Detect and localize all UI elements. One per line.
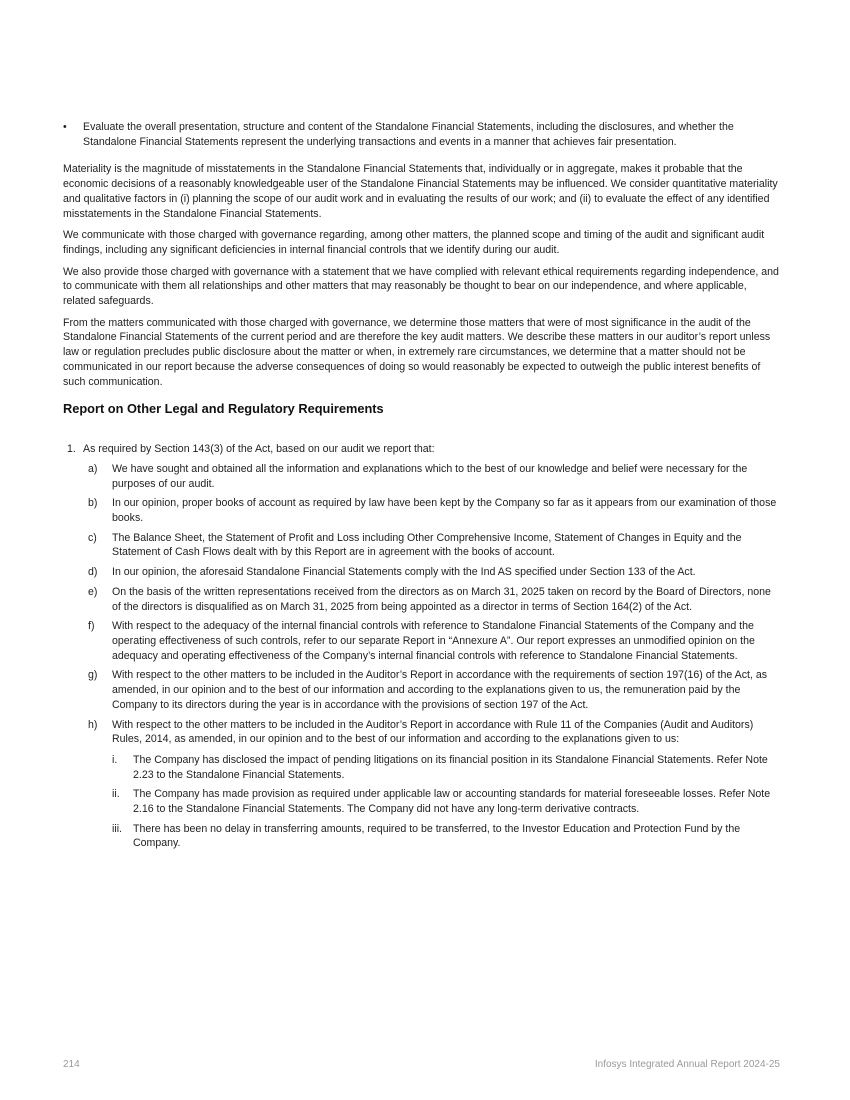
roman-item-text: The Company has disclosed the impact of pending litigations on its financial position in its Standalone Financial Statements. Refer Note 2.23 to the Standalone Financial Statements. [133, 753, 768, 781]
roman-item-mark: ii. [112, 788, 120, 801]
sub-item-g [88, 668, 780, 712]
page-number: 214 [63, 1059, 80, 1070]
sub-item-b [88, 496, 780, 525]
sub-item-mark: g) [88, 669, 98, 682]
bullet-mark: • [63, 121, 67, 133]
sub-item-f [88, 619, 780, 663]
roman-item-mark: iii. [112, 822, 123, 835]
sub-item-text: In our opinion, the aforesaid Standalone Financial Statements comply with the Ind AS specified under Section 133 of the Act. [112, 566, 696, 579]
bullet-text: Evaluate the overall presentation, structure and content of the Standalone Financial Statements, including the disclosures, and whether the Standalone Financial Statements represent the underlying transactions and events in a manner that achieves fair presentation. [83, 121, 734, 148]
paragraph-key-audit-matters: From the matters communicated with those charged with governance, we determine those matters that were of most significance in the audit of the Standalone Financial Statements of the current period and are therefore the key audit matters. We describe these matters in our auditor’s report unless law or regulation precludes public disclosure about the matter or when, in extremely rare circumstances, we determine that a matter should not be communicated in our report because the adverse consequences of doing so would reasonably be expected to outweigh the public interest benefits of such communication. [63, 316, 771, 388]
section-heading: Report on Other Legal and Regulatory Requirements [63, 401, 384, 417]
paragraph-independence: We also provide those charged with governance with a statement that we have complied with relevant ethical requirements regarding independence, and to communicate with them all relationships and other matters that may reasonably be thought to bear on our independence, and where applicable, related safeguards. [63, 265, 779, 308]
sub-item-mark: e) [88, 585, 98, 598]
paragraph-governance-communication: We communicate with those charged with governance regarding, among other matters, the planned scope and timing of the audit and significant audit findings, including any significant deficiencies in internal financial controls that we identify during our audit. [63, 229, 765, 256]
item-text: As required by Section 143(3) of the Act, based on our audit we report that: [83, 443, 435, 456]
roman-item-mark: i. [112, 753, 118, 766]
bullet-item [63, 120, 780, 149]
numbered-item-1 [63, 442, 780, 457]
sub-item-text: With respect to the other matters to be included in the Auditor’s Report in accordance with the requirements of section 197(16) of the Act, as amended, in our opinion and to the best of our information and according to the explanations given to us, the remuneration paid by the Company to its directors during the year is in accordance with the provisions of section 197 of the Act. [112, 669, 768, 711]
sub-item-text: In our opinion, proper books of account as required by law have been kept by the Company so far as it appears from our examination of those books. [112, 497, 777, 525]
sub-item-text: With respect to the other matters to be included in the Auditor’s Report in accordance with Rule 11 of the Companies (Audit and Auditors) Rules, 2014, as amended, in our opinion and to the best of our information and according to the explanations given to us: [112, 718, 754, 746]
sub-item-d [88, 565, 780, 580]
sub-item-text: With respect to the adequacy of the internal financial controls with reference to Standalone Financial Statements of the Company and the operating effectiveness of such controls, refer to our separate Report in “Annexure A”. Our report expresses an unmodified opinion on the adequacy and operating effectiveness of the Company’s internal financial controls with reference to Standalone Financial Statements. [112, 620, 755, 662]
sub-item-mark: b) [88, 497, 98, 510]
sub-item-mark: c) [88, 531, 97, 544]
sub-item-mark: h) [88, 718, 98, 731]
sub-item-h [88, 718, 780, 852]
sub-item-text: The Balance Sheet, the Statement of Profit and Loss including Other Comprehensive Income, Statement of Changes in Equity and the Statement of Cash Flows dealt with by this Report are in agreement with the books of account. [112, 531, 742, 559]
sub-item-c [88, 531, 780, 560]
sub-item-text: We have sought and obtained all the information and explanations which to the best of our knowledge and belief were necessary for the purposes of our audit. [112, 462, 748, 490]
paragraph-materiality: Materiality is the magnitude of misstatements in the Standalone Financial Statements that, individually or in aggregate, makes it probable that the economic decisions of a reasonably knowledgeable user of the Standalone Financial Statements may be influenced. We consider quantitative materiality and qualitative factors in (i) planning the scope of our audit work and in evaluating the results of our work; and (ii) to evaluate the effect of any identified misstatements in the Standalone Financial Statements. [63, 163, 778, 220]
sub-item-a [88, 462, 780, 491]
sub-item-mark: f) [88, 620, 95, 633]
roman-item-i [112, 753, 780, 782]
page-content [63, 120, 780, 856]
document-title: Infosys Integrated Annual Report 2024-25 [594, 1059, 780, 1070]
sub-item-text: On the basis of the written representations received from the directors as on March 31, 2025 taken on record by the Board of Directors, none of the directors is disqualified as on March 31, 2025 from being appointed as a director in terms of Section 164(2) of the Act. [112, 585, 771, 613]
item-number: 1. [67, 443, 76, 456]
roman-item-text: There has been no delay in transferring amounts, required to be transferred, to the Investor Education and Protection Fund by the Company. [133, 822, 741, 850]
roman-item-ii [112, 787, 780, 816]
sub-item-mark: a) [88, 462, 98, 475]
sub-item-mark: d) [88, 566, 98, 579]
sub-item-list [63, 462, 780, 851]
roman-item-list [112, 753, 780, 851]
roman-item-iii [112, 822, 780, 851]
sub-item-e [88, 585, 780, 614]
roman-item-text: The Company has made provision as required under applicable law or accounting standards for material foreseeable losses. Refer Note 2.16 to the Standalone Financial Statements. The Company did not have any long-term derivative contracts. [133, 788, 771, 816]
